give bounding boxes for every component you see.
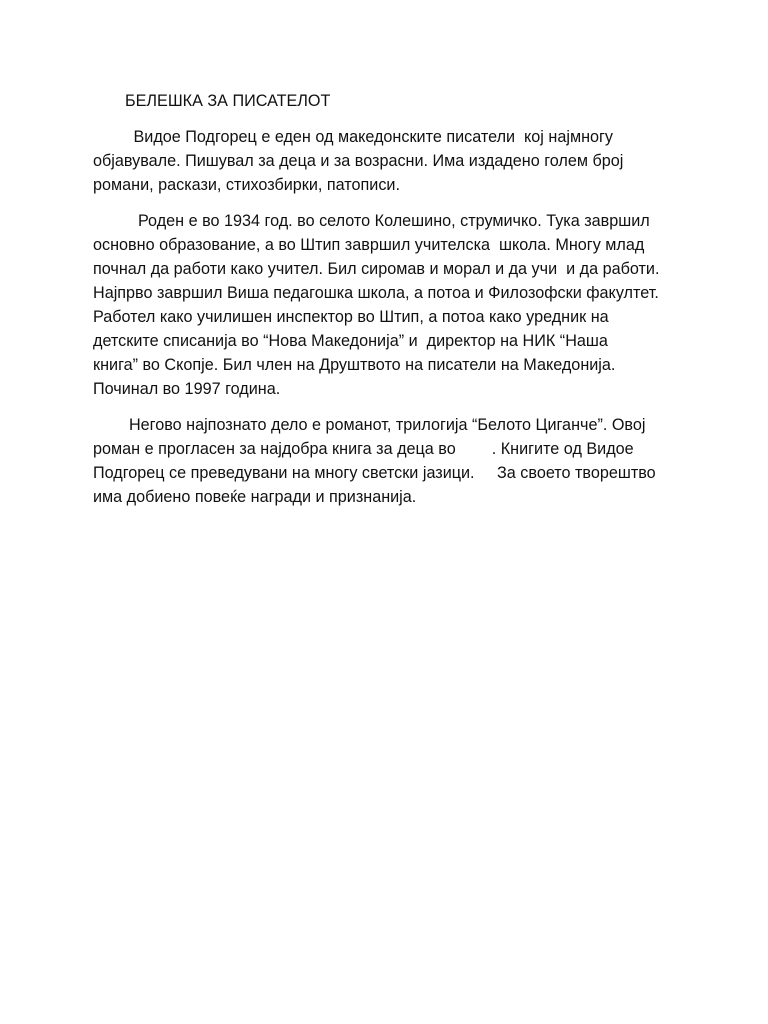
paragraph-line: објавувале. Пишувал за деца и за возрасни. Има издадено голем број <box>93 152 624 170</box>
paragraph-line: романи, раскази, стихозбирки, патописи. <box>93 176 400 194</box>
paragraph-line: почнал да работи како учител. Бил сиромав и морал и да учи и да работи. <box>93 260 660 278</box>
paragraph-biography <box>93 209 683 401</box>
paragraph-line: Работел како училишен инспектор во Штип, а потоа како уредник на <box>93 308 609 326</box>
paragraph-line: Подгорец се преведувани на многу светски јазици. За своето творештво <box>93 464 656 482</box>
paragraph-line: Видое Подгорец е еден од македонските писатели кој најмногу <box>93 128 614 146</box>
paragraph-line: Негово најпознато дело е романот, трилогија “Белото Циганче”. Овој <box>93 416 646 434</box>
paragraph-line: основно образование, а во Штип завршил учителска школа. Многу млад <box>93 236 645 254</box>
paragraph-works <box>93 413 683 509</box>
paragraph-line: Роден е во 1934 год. во селото Колешино, струмичко. Тука завршил <box>93 212 650 230</box>
paragraph-intro <box>93 125 683 197</box>
paragraph-line: Починал во 1997 година. <box>93 380 281 398</box>
document-body <box>93 89 683 521</box>
paragraph-line: роман е прогласен за најдобра книга за деца во . Книгите од Видое <box>93 440 634 458</box>
paragraph-line: детските списанија во “Нова Македонија” и директор на НИК “Наша <box>93 332 608 350</box>
paragraph-line: Најпрво завршил Виша педагошка школа, а потоа и Филозофски факултет. <box>93 284 659 302</box>
document-title: БЕЛЕШКА ЗА ПИСАТЕЛОТ <box>125 92 331 110</box>
paragraph-line: книга” во Скопје. Бил член на Друштвото на писатели на Македонија. <box>93 356 616 374</box>
paragraph-line: има добиено повеќе награди и признанија. <box>93 488 417 506</box>
